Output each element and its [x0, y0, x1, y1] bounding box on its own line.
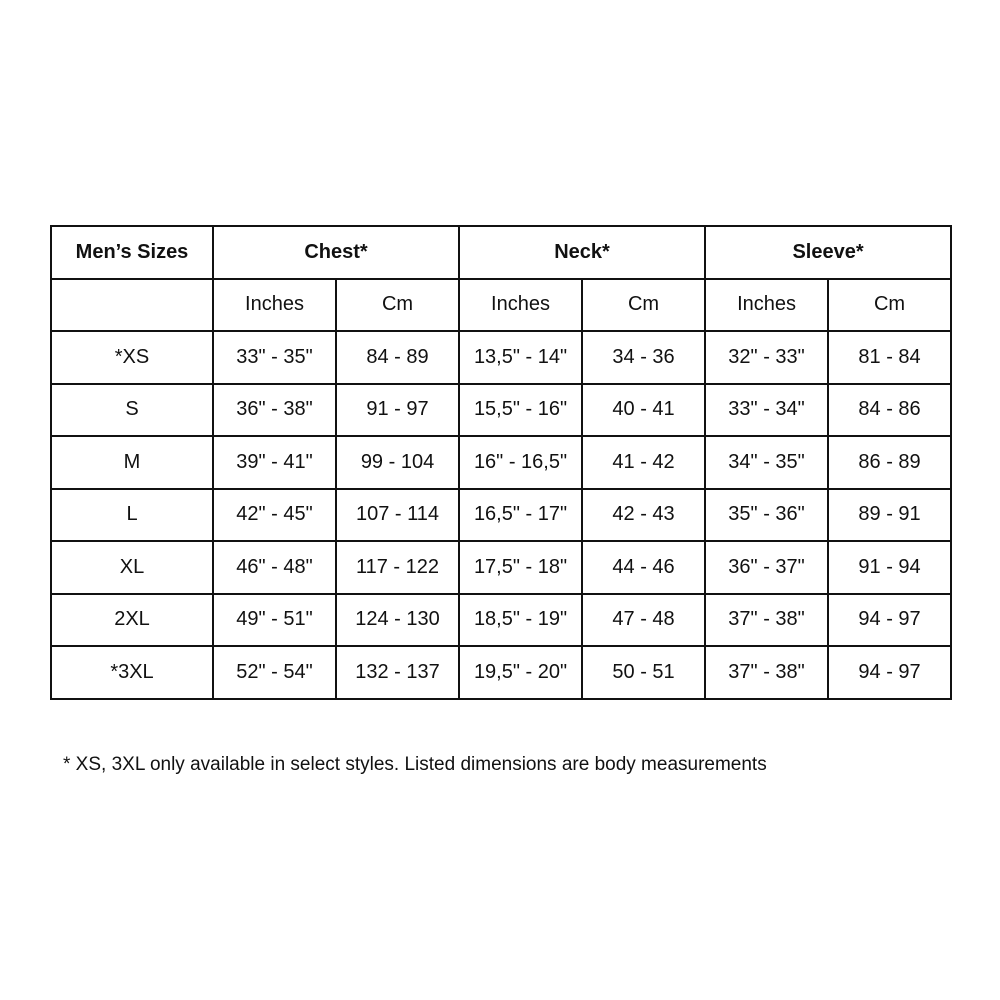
chest-cm-cell: 117 - 122: [336, 541, 459, 594]
chest-inches-cell: 33" - 35": [213, 331, 336, 384]
sleeve-cm-cell: 91 - 94: [828, 541, 951, 594]
neck-inches-cell: 13,5" - 14": [459, 331, 582, 384]
unit-chest-inches: Inches: [213, 279, 336, 332]
sleeve-cm-cell: 89 - 91: [828, 489, 951, 542]
neck-cm-cell: 34 - 36: [582, 331, 705, 384]
header-row: [51, 226, 951, 279]
neck-cm-cell: 41 - 42: [582, 436, 705, 489]
neck-inches-cell: 19,5" - 20": [459, 646, 582, 699]
sleeve-cm-cell: 94 - 97: [828, 646, 951, 699]
header-neck: Neck*: [459, 226, 705, 279]
table-row: [51, 384, 951, 437]
neck-inches-cell: 18,5" - 19": [459, 594, 582, 647]
unit-sleeve-cm: Cm: [828, 279, 951, 332]
chest-inches-cell: 42" - 45": [213, 489, 336, 542]
chest-cm-cell: 99 - 104: [336, 436, 459, 489]
sleeve-cm-cell: 94 - 97: [828, 594, 951, 647]
unit-chest-cm: Cm: [336, 279, 459, 332]
size-cell: 2XL: [51, 594, 213, 647]
size-cell: S: [51, 384, 213, 437]
neck-inches-cell: 16,5" - 17": [459, 489, 582, 542]
sleeve-inches-cell: 37" - 38": [705, 594, 828, 647]
sleeve-inches-cell: 37" - 38": [705, 646, 828, 699]
chest-inches-cell: 36" - 38": [213, 384, 336, 437]
chest-cm-cell: 107 - 114: [336, 489, 459, 542]
sleeve-cm-cell: 86 - 89: [828, 436, 951, 489]
table-row: [51, 646, 951, 699]
table-row: [51, 436, 951, 489]
unit-neck-cm: Cm: [582, 279, 705, 332]
size-cell: M: [51, 436, 213, 489]
footnote: * XS, 3XL only available in select styles. Listed dimensions are body measurements: [63, 754, 767, 775]
neck-inches-cell: 17,5" - 18": [459, 541, 582, 594]
size-cell: *3XL: [51, 646, 213, 699]
header-mens-sizes: Men’s Sizes: [51, 226, 213, 279]
chest-cm-cell: 124 - 130: [336, 594, 459, 647]
neck-cm-cell: 42 - 43: [582, 489, 705, 542]
units-empty-cell: [51, 279, 213, 332]
chest-inches-cell: 39" - 41": [213, 436, 336, 489]
table-row: [51, 541, 951, 594]
sleeve-inches-cell: 36" - 37": [705, 541, 828, 594]
neck-cm-cell: 47 - 48: [582, 594, 705, 647]
sleeve-inches-cell: 32" - 33": [705, 331, 828, 384]
table-row: [51, 594, 951, 647]
neck-inches-cell: 15,5" - 16": [459, 384, 582, 437]
chest-cm-cell: 84 - 89: [336, 331, 459, 384]
chest-cm-cell: 132 - 137: [336, 646, 459, 699]
unit-sleeve-inches: Inches: [705, 279, 828, 332]
size-chart-table: [50, 225, 952, 700]
header-chest: Chest*: [213, 226, 459, 279]
sleeve-inches-cell: 34" - 35": [705, 436, 828, 489]
chest-inches-cell: 49" - 51": [213, 594, 336, 647]
sleeve-cm-cell: 81 - 84: [828, 331, 951, 384]
sleeve-inches-cell: 33" - 34": [705, 384, 828, 437]
neck-cm-cell: 44 - 46: [582, 541, 705, 594]
sleeve-cm-cell: 84 - 86: [828, 384, 951, 437]
chest-inches-cell: 52" - 54": [213, 646, 336, 699]
table-row: [51, 489, 951, 542]
size-cell: *XS: [51, 331, 213, 384]
neck-cm-cell: 40 - 41: [582, 384, 705, 437]
units-row: [51, 279, 951, 332]
neck-cm-cell: 50 - 51: [582, 646, 705, 699]
header-sleeve: Sleeve*: [705, 226, 951, 279]
unit-neck-inches: Inches: [459, 279, 582, 332]
chest-inches-cell: 46" - 48": [213, 541, 336, 594]
sleeve-inches-cell: 35" - 36": [705, 489, 828, 542]
chest-cm-cell: 91 - 97: [336, 384, 459, 437]
size-cell: XL: [51, 541, 213, 594]
size-cell: L: [51, 489, 213, 542]
neck-inches-cell: 16" - 16,5": [459, 436, 582, 489]
table-row: [51, 331, 951, 384]
